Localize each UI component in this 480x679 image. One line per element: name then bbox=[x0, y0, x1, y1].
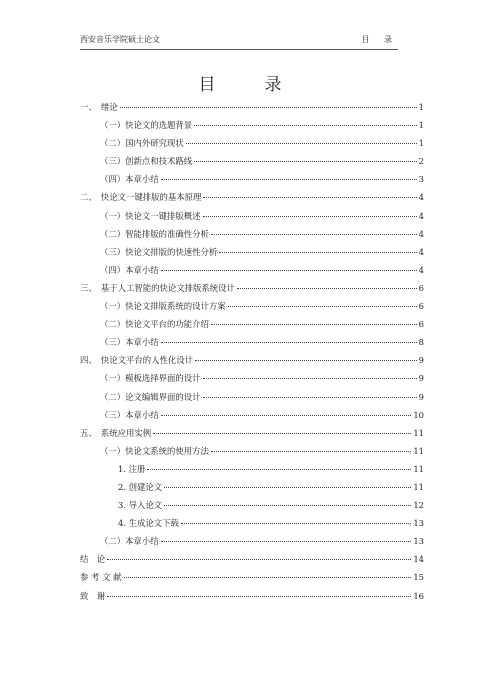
toc-entry-page: 11 bbox=[413, 445, 424, 456]
toc-entry-page: 10 bbox=[413, 409, 424, 420]
toc-entry[interactable] bbox=[80, 496, 424, 514]
toc-entry[interactable] bbox=[80, 369, 424, 387]
header-rule bbox=[80, 49, 398, 50]
toc-entry-label: （二）本章小结 bbox=[100, 536, 159, 547]
toc-entry[interactable] bbox=[80, 460, 424, 478]
running-header bbox=[80, 33, 398, 47]
toc-entry[interactable] bbox=[80, 550, 424, 568]
toc-entry[interactable] bbox=[80, 261, 424, 279]
toc-entry[interactable] bbox=[80, 532, 424, 550]
toc-dot-leader bbox=[203, 377, 417, 379]
toc-dot-leader bbox=[203, 215, 417, 217]
toc-entry-label: （四）本章小结 bbox=[100, 264, 159, 275]
toc-entry[interactable] bbox=[80, 98, 424, 116]
toc-dot-leader bbox=[107, 558, 411, 560]
toc-entry-page: 4 bbox=[418, 246, 424, 257]
toc-dot-leader bbox=[164, 486, 411, 488]
toc-entry-page: 6 bbox=[418, 282, 424, 293]
toc-entry-page: 15 bbox=[413, 572, 424, 583]
toc-entry-label: 参 考 文 献 bbox=[80, 572, 122, 583]
toc-dot-leader bbox=[211, 323, 417, 325]
toc-entry[interactable] bbox=[80, 514, 424, 532]
toc-entry[interactable] bbox=[80, 587, 424, 605]
toc-dot-leader bbox=[161, 178, 417, 180]
toc-entry-page: 11 bbox=[413, 481, 424, 492]
toc-entry-page: 1 bbox=[418, 138, 424, 149]
toc-dot-leader bbox=[164, 504, 411, 506]
toc-dot-leader bbox=[161, 269, 417, 271]
toc-entry-label: （三）本章小结 bbox=[100, 409, 159, 420]
toc-dot-leader bbox=[161, 414, 412, 416]
toc-entry-page: 12 bbox=[413, 500, 424, 511]
toc-entry[interactable] bbox=[80, 188, 424, 206]
toc-entry-page: 9 bbox=[418, 391, 424, 402]
toc-entry-page: 13 bbox=[413, 536, 424, 547]
toc-entry-label: 二、 快论文一键排版的基本原理 bbox=[80, 192, 202, 203]
toc-entry-label: 致 谢 bbox=[80, 590, 106, 601]
toc-entry-page: 6 bbox=[418, 319, 424, 330]
toc-dot-leader bbox=[107, 595, 411, 597]
toc-entry-page: 14 bbox=[413, 554, 424, 565]
toc-entry[interactable] bbox=[80, 424, 424, 442]
toc-entry-label: （三）快论文排版的快速性分析 bbox=[100, 246, 218, 257]
toc-entry[interactable] bbox=[80, 478, 424, 496]
toc-entry[interactable] bbox=[80, 225, 424, 243]
toc-entry-label: 五、 系统应用实例 bbox=[80, 427, 152, 438]
toc-dot-leader bbox=[211, 450, 411, 452]
toc-entry[interactable] bbox=[80, 279, 424, 297]
toc-entry-page: 1 bbox=[418, 102, 424, 112]
toc-dot-leader bbox=[203, 196, 416, 198]
toc-entry-label: （三）本章小结 bbox=[100, 337, 159, 348]
toc-entry-page: 8 bbox=[418, 337, 424, 348]
toc-entry-page: 6 bbox=[418, 301, 424, 312]
toc-entry-page: 11 bbox=[413, 463, 424, 474]
toc-entry-page: 16 bbox=[413, 590, 424, 601]
toc-entry-label: （二）论文编辑界面的设计 bbox=[100, 391, 201, 402]
toc-entry-label: （二）国内外研究现状 bbox=[100, 138, 184, 149]
toc-dot-leader bbox=[237, 287, 417, 289]
toc-entry-label: 一、 绪论 bbox=[80, 102, 118, 112]
toc-entry[interactable] bbox=[80, 406, 424, 424]
toc-entry-page: 4 bbox=[418, 192, 424, 203]
header-thesis-title: 西安音乐学院硕士论文 bbox=[80, 35, 160, 44]
toc-entry-label: 四、 快论文平台的人性化设计 bbox=[80, 355, 194, 366]
table-of-contents bbox=[80, 98, 424, 605]
toc-dot-leader bbox=[186, 142, 417, 144]
toc-dot-leader bbox=[203, 396, 417, 398]
toc-entry-page: 4 bbox=[418, 210, 424, 221]
toc-entry-label: 三、 基于人工智能的快论文排版系统设计 bbox=[80, 282, 235, 293]
toc-entry-label: 4. 生成论文下载 bbox=[118, 518, 179, 529]
toc-entry-page: 11 bbox=[413, 427, 424, 438]
page-title: 目 录 bbox=[198, 75, 298, 95]
toc-dot-leader bbox=[194, 124, 417, 126]
toc-entry-page: 4 bbox=[418, 228, 424, 239]
toc-entry-label: （一）模板选择界面的设计 bbox=[100, 373, 201, 384]
toc-dot-leader bbox=[195, 359, 417, 361]
toc-entry-label: 结 论 bbox=[80, 554, 106, 565]
toc-entry-page: 2 bbox=[418, 156, 424, 167]
toc-entry[interactable] bbox=[80, 388, 424, 406]
toc-dot-leader bbox=[124, 576, 412, 578]
toc-entry-page: 4 bbox=[418, 264, 424, 275]
toc-entry[interactable] bbox=[80, 207, 424, 225]
header-section-title: 目 录 bbox=[361, 35, 398, 44]
toc-entry-page: 3 bbox=[418, 174, 424, 185]
toc-dot-leader bbox=[228, 305, 417, 307]
toc-entry-page: 9 bbox=[418, 355, 424, 366]
toc-entry[interactable] bbox=[80, 243, 424, 261]
toc-entry-label: （三）创新点和技术路线 bbox=[100, 156, 193, 167]
toc-entry-page: 9 bbox=[418, 373, 424, 384]
toc-entry-label: （一）快论文排版系统的设计方案 bbox=[100, 301, 226, 312]
toc-dot-leader bbox=[120, 106, 417, 108]
toc-dot-leader bbox=[194, 160, 417, 162]
toc-dot-leader bbox=[153, 432, 411, 434]
toc-dot-leader bbox=[161, 341, 417, 343]
toc-entry-label: （一）快论文系统的使用方法 bbox=[100, 445, 209, 456]
toc-entry[interactable] bbox=[80, 152, 424, 170]
toc-entry[interactable] bbox=[80, 297, 424, 315]
toc-entry[interactable] bbox=[80, 116, 424, 134]
toc-entry-label: 1. 注册 bbox=[118, 463, 146, 474]
toc-entry-page: 13 bbox=[413, 518, 424, 529]
toc-dot-leader bbox=[211, 233, 417, 235]
toc-entry-label: 2. 创建论文 bbox=[118, 481, 163, 492]
toc-entry-page: 1 bbox=[418, 120, 424, 131]
toc-entry[interactable] bbox=[80, 134, 424, 152]
toc-entry-label: （一）快论文一键排版概述 bbox=[100, 210, 201, 221]
toc-entry[interactable] bbox=[80, 170, 424, 188]
toc-dot-leader bbox=[181, 522, 411, 524]
toc-entry-label: （二）快论文平台的功能介绍 bbox=[100, 319, 209, 330]
toc-entry[interactable] bbox=[80, 351, 424, 369]
toc-dot-leader bbox=[161, 540, 412, 542]
toc-entry-label: 3. 导入论文 bbox=[118, 500, 163, 511]
toc-entry[interactable] bbox=[80, 442, 424, 460]
toc-entry[interactable] bbox=[80, 568, 424, 586]
toc-entry-label: （一）快论文的选题背景 bbox=[100, 120, 193, 131]
toc-entry-label: （四）本章小结 bbox=[100, 174, 159, 185]
toc-dot-leader bbox=[219, 251, 416, 253]
toc-entry[interactable] bbox=[80, 333, 424, 351]
toc-dot-leader bbox=[147, 468, 411, 470]
toc-entry-label: （二）智能排版的准确性分析 bbox=[100, 228, 209, 239]
toc-entry[interactable] bbox=[80, 315, 424, 333]
